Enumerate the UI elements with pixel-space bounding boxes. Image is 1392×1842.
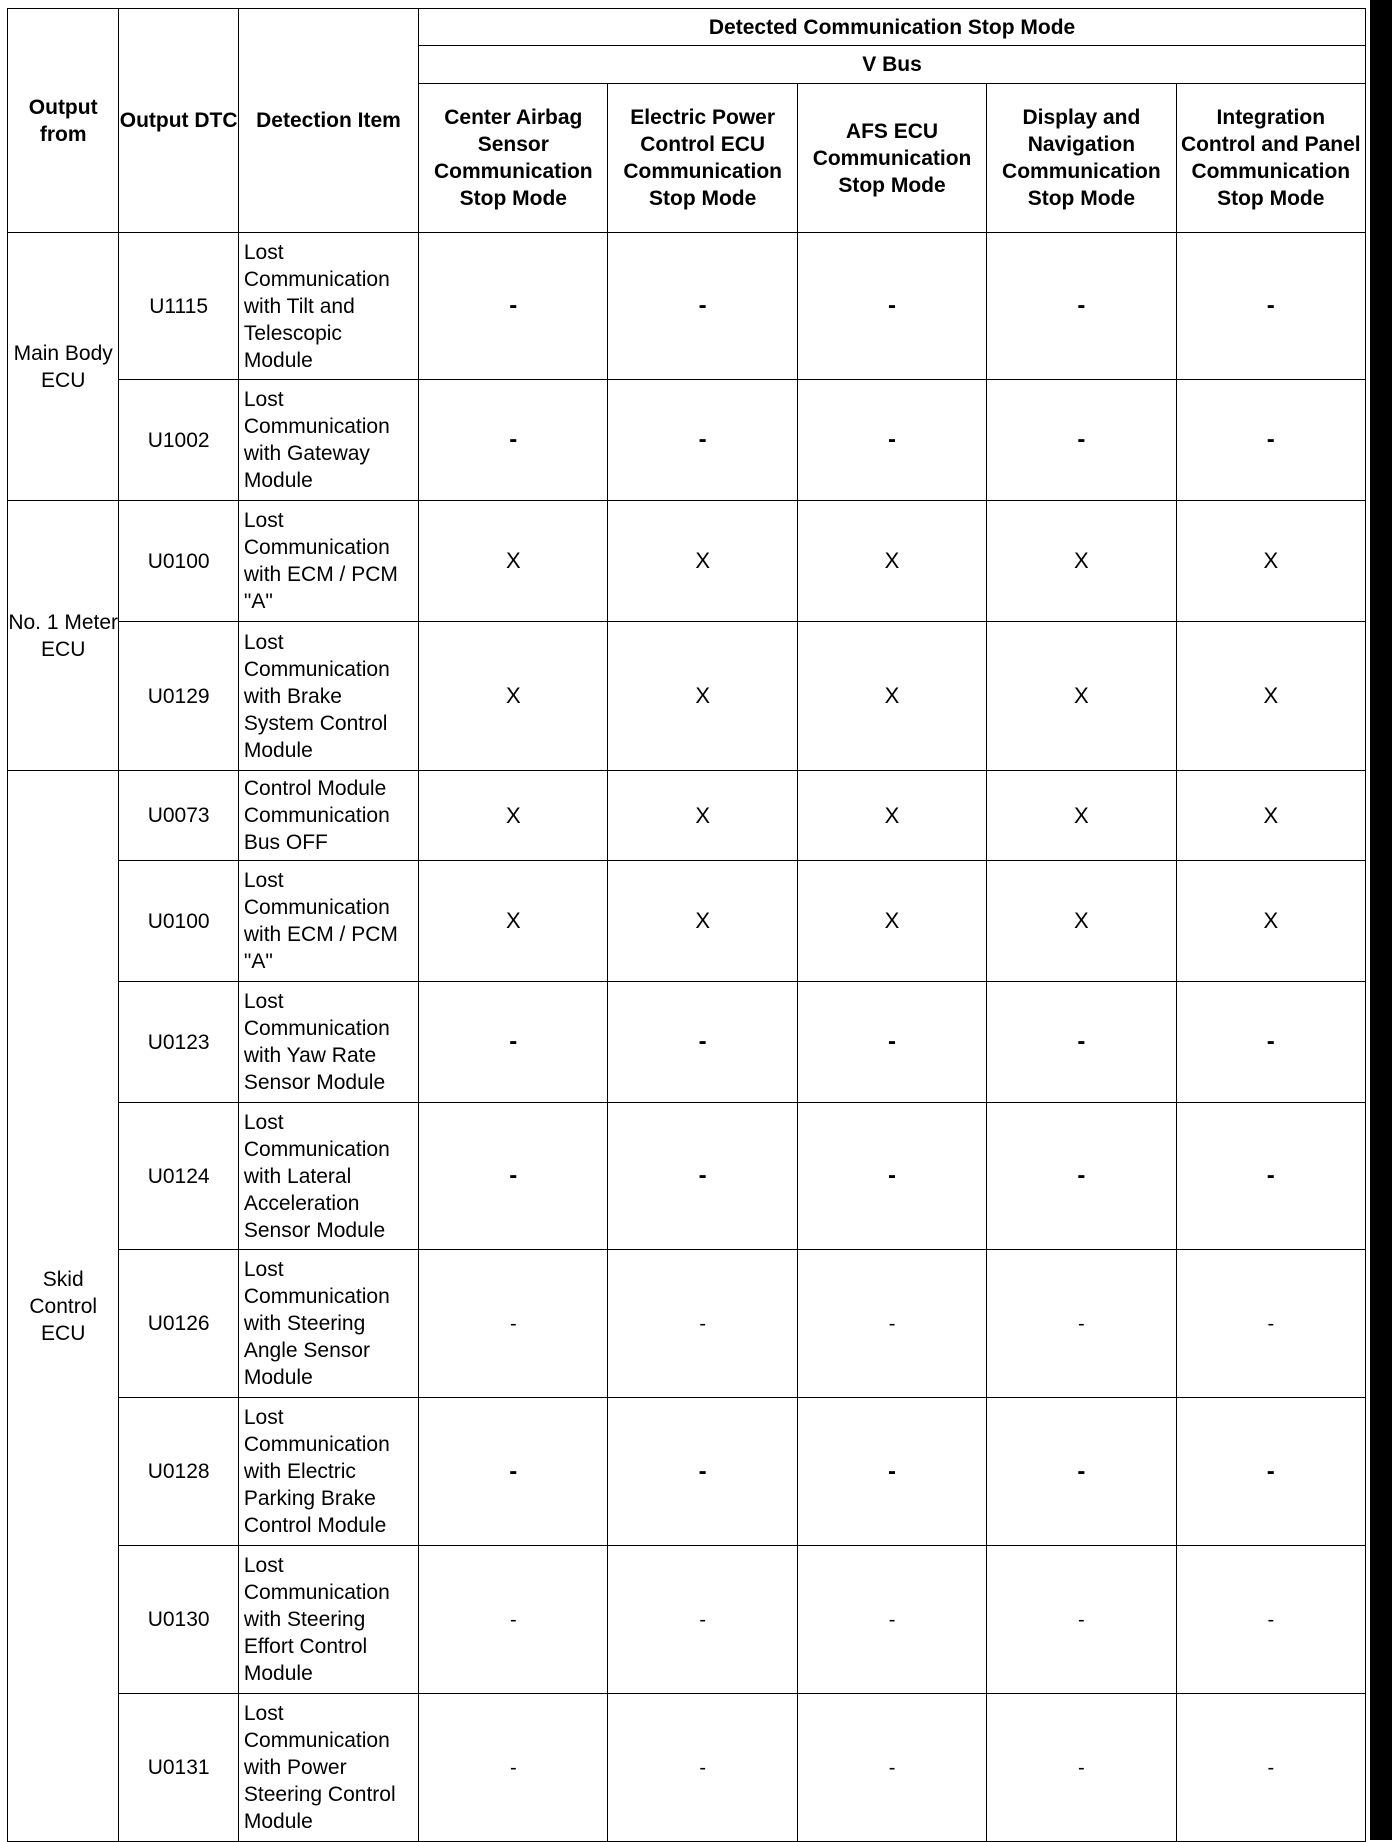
mode-mark-cell — [419, 622, 608, 771]
mode-mark-cell — [608, 622, 797, 771]
mode-mark-cell — [987, 501, 1176, 622]
header-bus: V Bus — [419, 46, 1366, 84]
table-row — [8, 233, 1366, 380]
table-row — [8, 1398, 1366, 1546]
x-mark: X — [505, 802, 521, 828]
table-row — [8, 982, 1366, 1103]
detection-item-cell: Lost Communication with Lateral Acceleration Sensor Module — [238, 1103, 418, 1250]
table-row — [8, 861, 1366, 982]
dash-mark: - — [1266, 292, 1275, 319]
mode-mark-cell — [419, 380, 608, 501]
dtc-code-cell: U0129 — [119, 622, 238, 771]
mode-mark-cell — [1176, 622, 1365, 771]
mode-mark-cell — [987, 622, 1176, 771]
dash-mark: - — [888, 1608, 896, 1631]
mode-mark-cell — [1176, 1546, 1365, 1694]
x-mark: X — [695, 802, 710, 828]
dash-mark: - — [888, 292, 897, 319]
mode-mark-cell — [608, 1398, 797, 1546]
mode-mark-cell — [608, 233, 797, 380]
mode-mark-cell — [1176, 771, 1365, 861]
dtc-code-cell: U0126 — [119, 1250, 238, 1398]
x-mark: X — [1263, 802, 1279, 828]
mode-mark-cell — [987, 861, 1176, 982]
dtc-code-cell: U0131 — [119, 1694, 238, 1842]
table-row — [8, 1250, 1366, 1398]
dash-mark: - — [888, 1028, 897, 1055]
x-mark: X — [884, 683, 900, 708]
header-mode: Electric Power Control ECU Communication Stop Mode — [608, 84, 797, 233]
page-edge-bar — [1370, 0, 1392, 1840]
detection-item-cell: Lost Communication with Gateway Module — [238, 380, 418, 501]
detection-item-cell: Lost Communication with Power Steering Control Module — [238, 1694, 418, 1842]
dash-mark: - — [1266, 1028, 1275, 1055]
mode-mark-cell — [1176, 233, 1365, 380]
dtc-code-cell: U0124 — [119, 1103, 238, 1250]
table-row — [8, 380, 1366, 501]
header-mode: Integration Control and Panel Communication Stop Mode — [1176, 84, 1365, 233]
mode-mark-cell — [987, 1546, 1176, 1694]
mode-mark-cell — [608, 982, 797, 1103]
x-mark: X — [505, 683, 521, 708]
dtc-code-cell: U1002 — [119, 380, 238, 501]
mode-mark-cell — [797, 380, 986, 501]
x-mark: X — [1074, 802, 1089, 828]
dash-mark: - — [888, 1162, 897, 1189]
detection-item-cell: Lost Communication with ECM / PCM "A" — [238, 501, 418, 622]
dtc-code-cell: U0100 — [119, 501, 238, 622]
x-mark: X — [1074, 908, 1089, 933]
mode-mark-cell — [419, 982, 608, 1103]
dtc-code-cell: U1115 — [119, 233, 238, 380]
table-row — [8, 1546, 1366, 1694]
dash-mark: - — [1267, 1756, 1275, 1779]
mode-mark-cell — [987, 1694, 1176, 1842]
dash-mark: - — [1078, 1608, 1085, 1631]
output-from-cell: Main Body ECU — [8, 233, 119, 501]
header-detection-item: Detection Item — [238, 9, 418, 233]
dash-mark: - — [888, 1457, 897, 1485]
dtc-code-cell: U0123 — [119, 982, 238, 1103]
dash-mark: - — [698, 1457, 707, 1485]
mode-mark-cell — [1176, 861, 1365, 982]
dash-mark: - — [509, 1608, 517, 1631]
header-mode: Center Airbag Sensor Communication Stop Mode — [419, 84, 608, 233]
mode-mark-cell — [987, 380, 1176, 501]
detection-item-cell: Lost Communication with Steering Effort Control Module — [238, 1546, 418, 1694]
x-mark: X — [695, 908, 710, 933]
dash-mark: - — [698, 426, 707, 453]
dash-mark: - — [1267, 1312, 1275, 1335]
table-row — [8, 622, 1366, 771]
mode-mark-cell — [987, 1398, 1176, 1546]
dash-mark: - — [1266, 426, 1275, 453]
dash-mark: - — [699, 1608, 706, 1631]
mode-mark-cell — [419, 1398, 608, 1546]
dash-mark: - — [509, 1312, 517, 1335]
dash-mark: - — [1077, 1028, 1086, 1055]
mode-mark-cell — [1176, 1250, 1365, 1398]
dash-mark: - — [1077, 1457, 1086, 1485]
x-mark: X — [1263, 683, 1279, 708]
dash-mark: - — [888, 1312, 896, 1335]
dash-mark: - — [1077, 426, 1086, 453]
mode-mark-cell — [797, 1546, 986, 1694]
x-mark: X — [884, 548, 900, 573]
x-mark: X — [505, 908, 521, 933]
dash-mark: - — [888, 1756, 896, 1779]
dtc-stop-mode-table — [7, 8, 1366, 1842]
mode-mark-cell — [797, 233, 986, 380]
dash-mark: - — [698, 1028, 707, 1055]
dash-mark: - — [509, 292, 518, 319]
mode-mark-cell — [608, 1694, 797, 1842]
mode-mark-cell — [797, 1694, 986, 1842]
dash-mark: - — [1077, 292, 1086, 319]
detection-item-cell: Lost Communication with Brake System Control Module — [238, 622, 418, 771]
header-mode: Display and Navigation Communication Stop Mode — [987, 84, 1176, 233]
mode-mark-cell — [1176, 1103, 1365, 1250]
dash-mark: - — [509, 1457, 518, 1485]
table-row — [8, 501, 1366, 622]
mode-mark-cell — [797, 771, 986, 861]
mode-mark-cell — [608, 1250, 797, 1398]
header-detected-mode: Detected Communication Stop Mode — [419, 9, 1366, 46]
dash-mark: - — [509, 1756, 517, 1779]
output-from-cell: Skid Control ECU — [8, 771, 119, 1842]
detection-item-cell: Control Module Communication Bus OFF — [238, 771, 418, 861]
dash-mark: - — [509, 1162, 518, 1189]
detection-item-cell: Lost Communication with Steering Angle Sensor Module — [238, 1250, 418, 1398]
header-mode: AFS ECU Communication Stop Mode — [797, 84, 986, 233]
x-mark: X — [884, 908, 900, 933]
x-mark: X — [1074, 548, 1089, 573]
table-row — [8, 1103, 1366, 1250]
detection-item-cell: Lost Communication with ECM / PCM "A" — [238, 861, 418, 982]
header-output-dtc: Output DTC — [119, 9, 238, 233]
mode-mark-cell — [797, 1398, 986, 1546]
header-output-from: Output from — [8, 9, 119, 233]
mode-mark-cell — [1176, 380, 1365, 501]
mode-mark-cell — [987, 982, 1176, 1103]
x-mark: X — [1263, 548, 1279, 573]
output-from-cell: No. 1 Meter ECU — [8, 501, 119, 771]
mode-mark-cell — [419, 1103, 608, 1250]
dash-mark: - — [699, 1312, 706, 1335]
mode-mark-cell — [987, 1103, 1176, 1250]
table-row — [8, 771, 1366, 861]
x-mark: X — [695, 683, 710, 708]
mode-mark-cell — [419, 1546, 608, 1694]
detection-item-cell: Lost Communication with Tilt and Telescopic Module — [238, 233, 418, 380]
mode-mark-cell — [987, 233, 1176, 380]
dash-mark: - — [698, 1162, 707, 1189]
dash-mark: - — [698, 292, 707, 319]
table-row — [8, 1694, 1366, 1842]
mode-mark-cell — [419, 771, 608, 861]
mode-mark-cell — [987, 771, 1176, 861]
x-mark: X — [695, 548, 710, 573]
mode-mark-cell — [419, 861, 608, 982]
mode-mark-cell — [608, 861, 797, 982]
mode-mark-cell — [987, 1250, 1176, 1398]
mode-mark-cell — [797, 861, 986, 982]
mode-mark-cell — [1176, 1398, 1365, 1546]
mode-mark-cell — [797, 1103, 986, 1250]
mode-mark-cell — [608, 380, 797, 501]
dash-mark: - — [1078, 1756, 1085, 1779]
mode-mark-cell — [797, 622, 986, 771]
dash-mark: - — [509, 1028, 518, 1055]
table-body — [8, 233, 1366, 1842]
x-mark: X — [1074, 683, 1089, 708]
x-mark: X — [1263, 908, 1279, 933]
mode-mark-cell — [419, 233, 608, 380]
dash-mark: - — [1077, 1162, 1086, 1189]
dtc-code-cell: U0100 — [119, 861, 238, 982]
mode-mark-cell — [608, 501, 797, 622]
mode-mark-cell — [797, 1250, 986, 1398]
mode-mark-cell — [419, 1250, 608, 1398]
dash-mark: - — [1267, 1608, 1275, 1631]
mode-mark-cell — [797, 982, 986, 1103]
mode-mark-cell — [1176, 1694, 1365, 1842]
mode-mark-cell — [419, 1694, 608, 1842]
mode-mark-cell — [608, 1546, 797, 1694]
dtc-code-cell: U0073 — [119, 771, 238, 861]
mode-mark-cell — [608, 1103, 797, 1250]
dash-mark: - — [1266, 1457, 1275, 1485]
dash-mark: - — [888, 426, 897, 453]
dtc-code-cell: U0128 — [119, 1398, 238, 1546]
x-mark: X — [505, 548, 521, 573]
mode-mark-cell — [1176, 982, 1365, 1103]
detection-item-cell: Lost Communication with Electric Parking Brake Control Module — [238, 1398, 418, 1546]
mode-mark-cell — [797, 501, 986, 622]
mode-mark-cell — [419, 501, 608, 622]
x-mark: X — [884, 802, 900, 828]
dash-mark: - — [699, 1756, 706, 1779]
detection-item-cell: Lost Communication with Yaw Rate Sensor Module — [238, 982, 418, 1103]
mode-mark-cell — [608, 771, 797, 861]
dtc-code-cell: U0130 — [119, 1546, 238, 1694]
dash-mark: - — [1266, 1162, 1275, 1189]
mode-mark-cell — [1176, 501, 1365, 622]
dash-mark: - — [509, 426, 518, 453]
dash-mark: - — [1078, 1312, 1085, 1335]
